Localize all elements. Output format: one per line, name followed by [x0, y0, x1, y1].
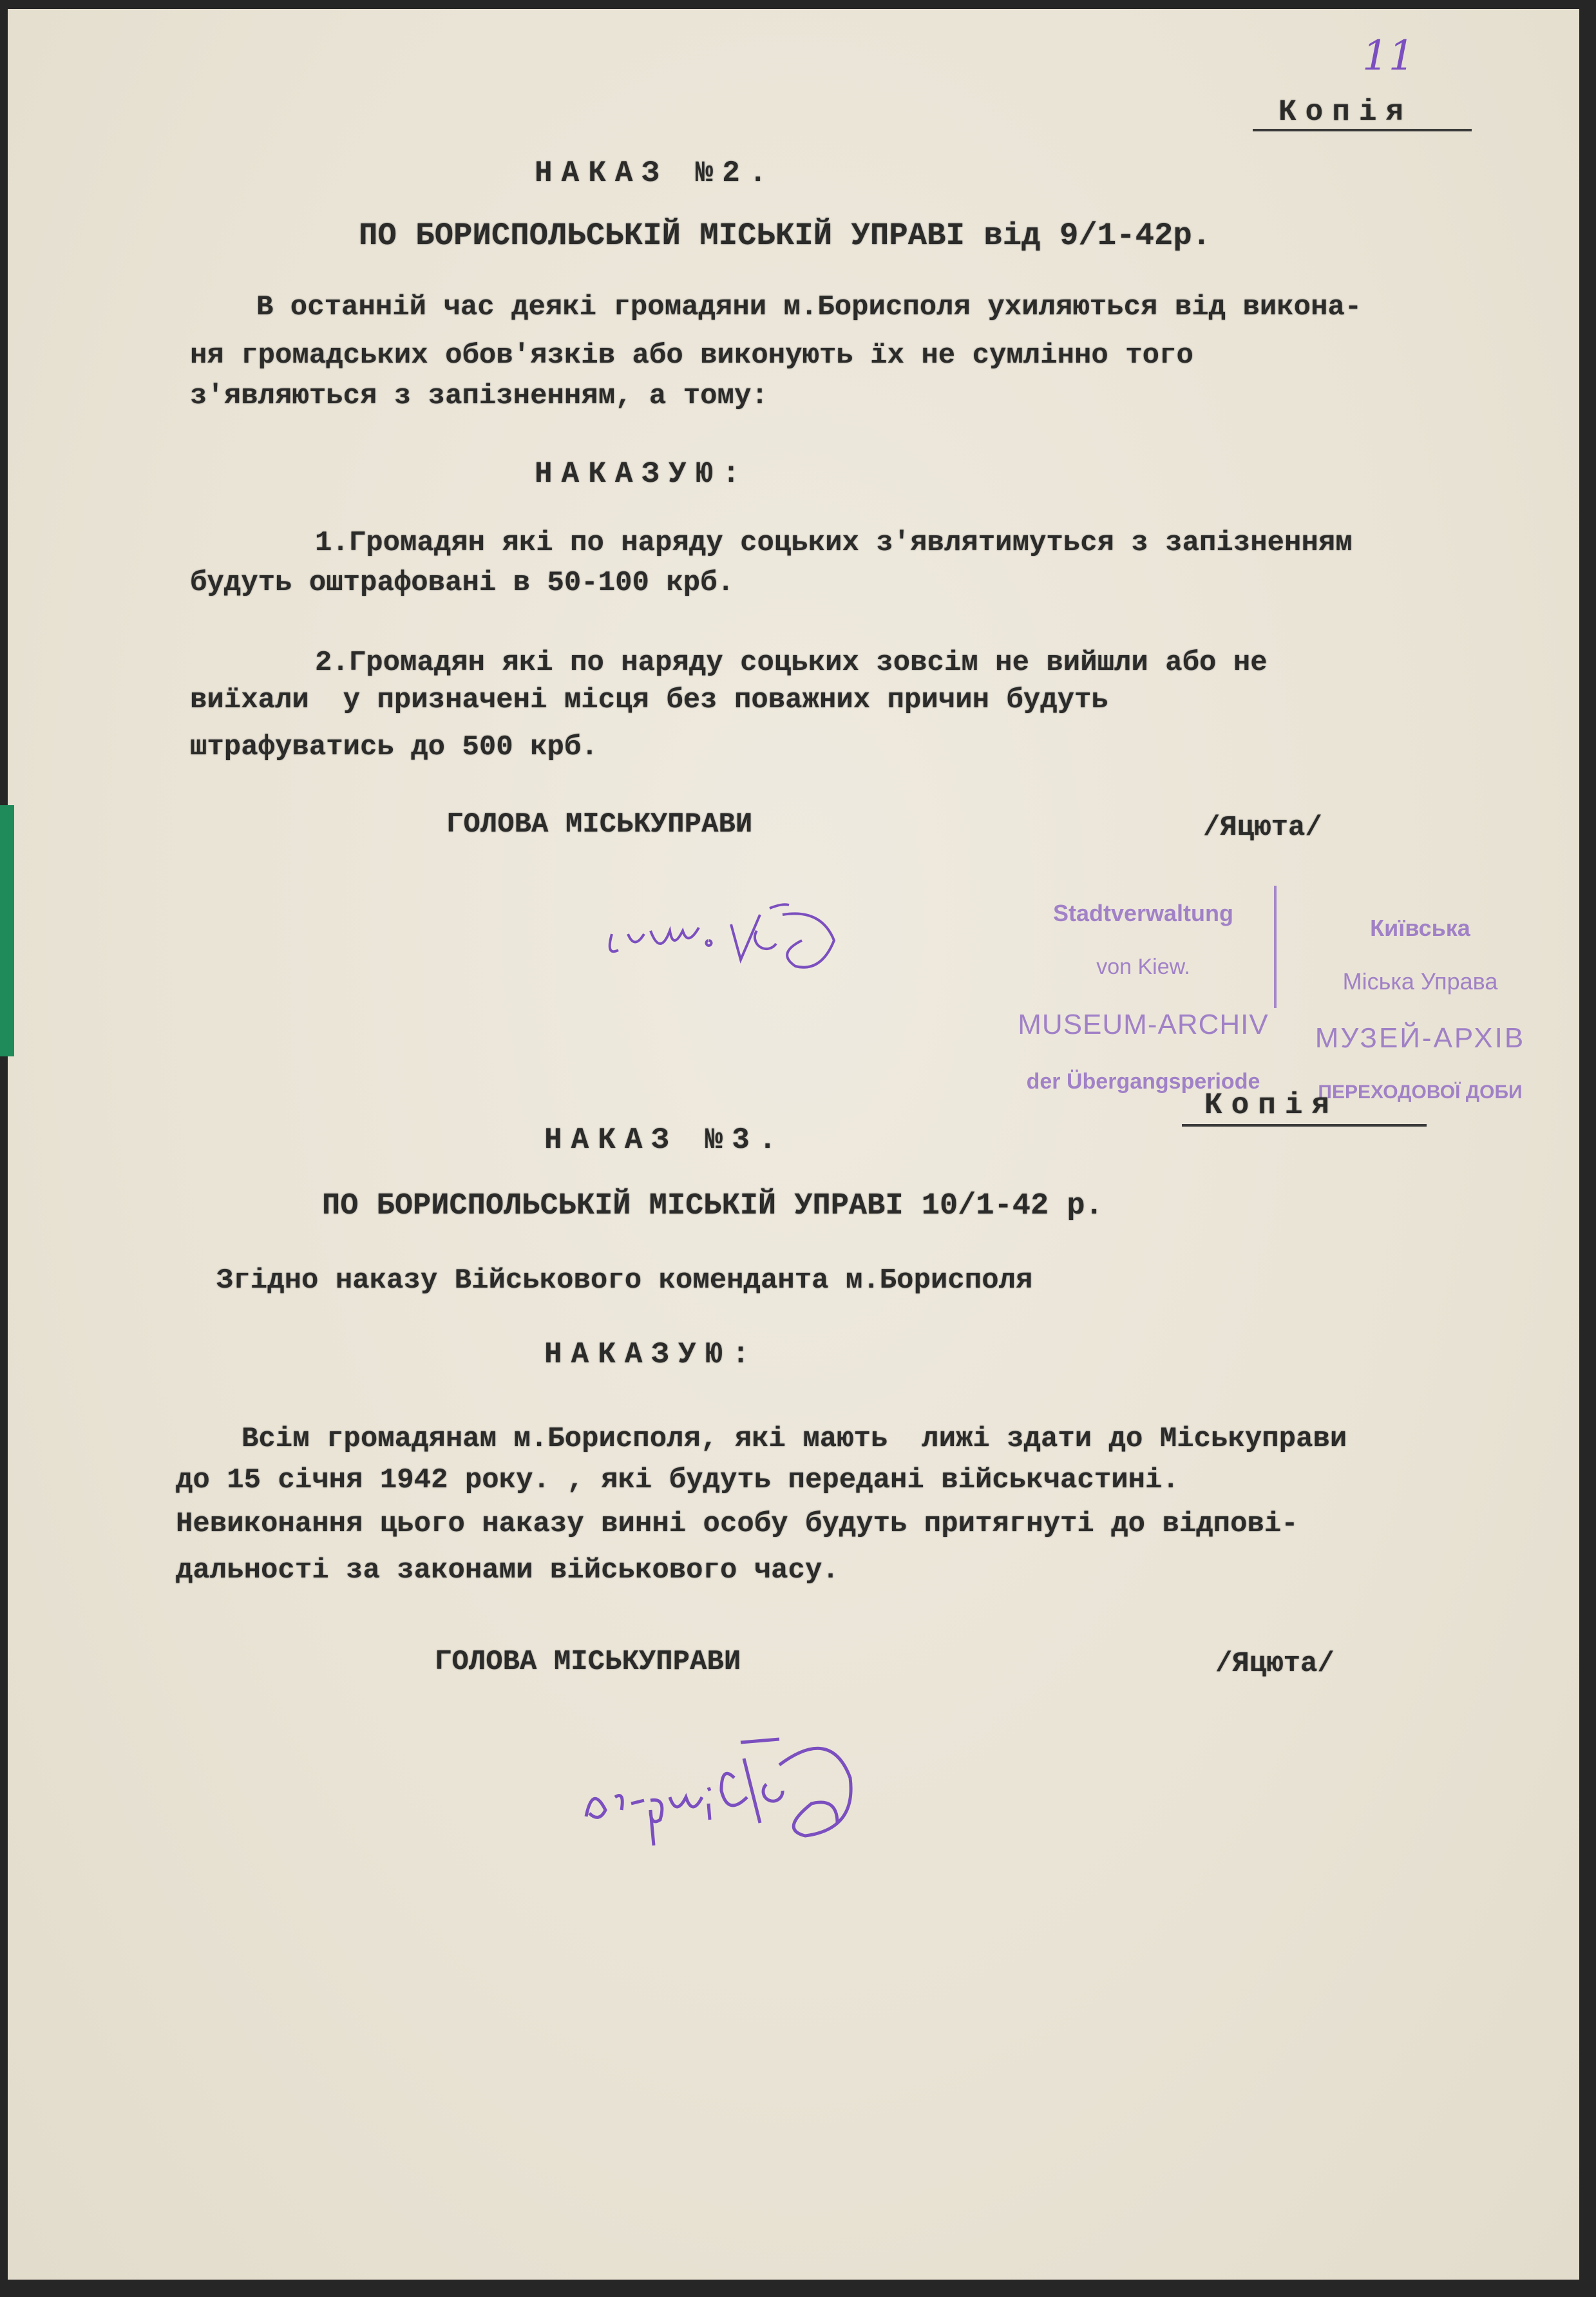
intro-line: з'являються з запізненням, а тому: [190, 380, 768, 412]
order-title: НАКАЗ №3. [544, 1123, 786, 1157]
stamp-divider [1274, 886, 1277, 1008]
copy-label: Копія [1278, 95, 1413, 129]
item-line: штрафуватись до 500 крб. [190, 731, 598, 763]
signer-name: /Яцюта/ [1215, 1648, 1335, 1680]
order-subtitle: ПО БОРИСПОЛЬСЬКІЙ МІСЬКІЙ УПРАВІ від 9/1-42р. [359, 218, 1211, 254]
archive-stamp-german: Stadtverwaltung von Kiew. MUSEUM-ARCHIV der Übergangsperiode [1018, 900, 1269, 1094]
item-line: виїхали у призначені місця без поважних причин будуть [190, 684, 1108, 716]
archive-stamp-ukrainian: Київська Міська Управа МУЗЕЙ-АРХІВ ПЕРЕХОДОВОЇ ДОБИ [1315, 915, 1526, 1103]
preamble: Згідно наказу Військового коменданта м.Борисполя [216, 1264, 1033, 1297]
order-word: НАКАЗУЮ: [544, 1338, 759, 1371]
copy-label: Копія [1204, 1089, 1339, 1122]
intro-line: ня громадських обов'язків або виконують їх не сумлінно того [190, 339, 1193, 372]
signer-name: /Яцюта/ [1203, 812, 1322, 844]
order-subtitle: ПО БОРИСПОЛЬСЬКІЙ МІСЬКІЙ УПРАВІ 10/1-42 р. [322, 1189, 1103, 1223]
item-line: 2.Громадян які по наряду соцьких зовсім не вийшли або не [315, 647, 1268, 679]
order-title: НАКАЗ №2. [535, 157, 776, 190]
item-line: 1.Громадян які по наряду соцьких з'являтимуться з запізненням [315, 527, 1353, 559]
body-line: дальності за законами військового часу. [176, 1554, 839, 1587]
body-line: Невиконання цього наказу винні особу будуть притягнуті до відпові- [176, 1508, 1298, 1540]
copy-underline [1182, 1124, 1427, 1127]
signature-1 [605, 895, 966, 979]
copy-underline [1253, 129, 1472, 131]
body-line: Всім громадянам м.Борисполя, які мають лижі здати до Міськуправи [242, 1423, 1347, 1455]
archive-tab-strip [0, 805, 14, 1056]
signer-title: ГОЛОВА МІСЬКУПРАВИ [446, 808, 753, 841]
signer-title: ГОЛОВА МІСЬКУПРАВИ [435, 1646, 741, 1678]
page-number: 11 [1362, 32, 1415, 80]
order-word: НАКАЗУЮ: [535, 457, 749, 491]
item-line: будуть оштрафовані в 50-100 крб. [190, 567, 734, 599]
intro-line: В останній час деякі громадяни м.Борисполя ухиляються від викона- [256, 291, 1362, 323]
body-line: до 15 січня 1942 року. , які будуть передані військчастині. [176, 1464, 1179, 1496]
signature-2 [580, 1726, 1043, 1842]
